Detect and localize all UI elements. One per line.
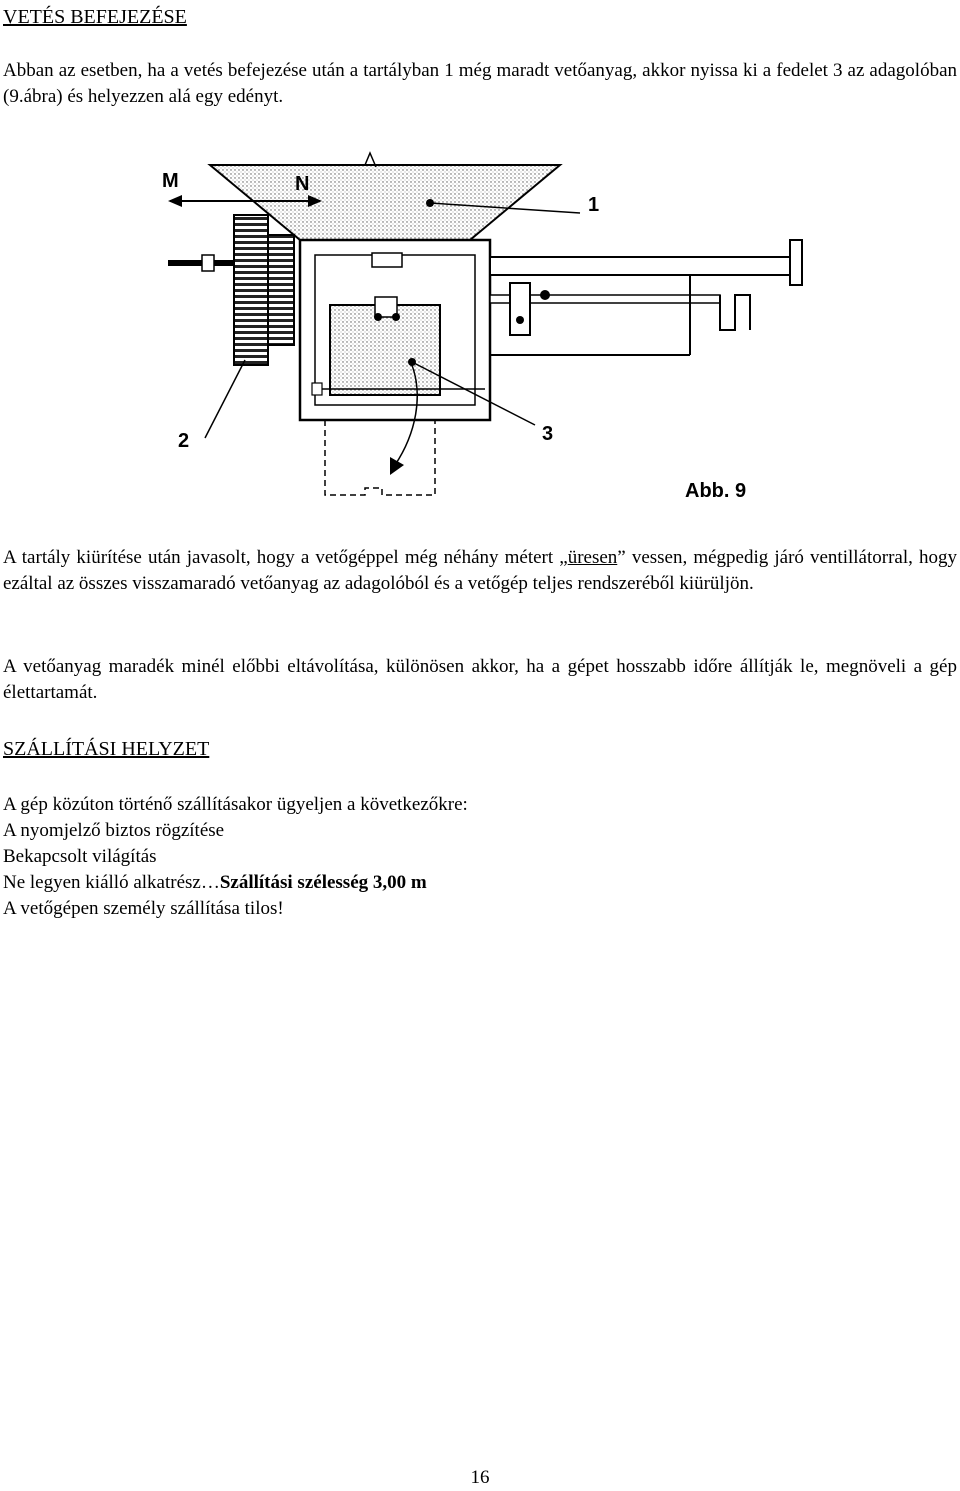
horizontal-beam bbox=[490, 257, 795, 275]
page-number: 16 bbox=[470, 1467, 490, 1488]
label-m: M bbox=[162, 170, 179, 192]
arrow-m-head bbox=[168, 195, 182, 207]
intro-text: Abban az esetben, ha a vetés befejezése után a tartályban 1 még maradt vetőanyag, akkor nyissa ki a fedelet 3 az adagolóban (9.ábra) és helyezzen alá egy edényt. bbox=[3, 60, 957, 107]
gear-small bbox=[268, 235, 294, 345]
beam-bolt bbox=[540, 290, 550, 300]
label-3: 3 bbox=[542, 423, 554, 445]
label-n: N bbox=[295, 173, 310, 195]
emptying-text-part1: A tartály kiürítése után javasolt, hogy a vetőgéppel még néhány métert „ bbox=[3, 547, 568, 568]
label-2: 2 bbox=[178, 430, 190, 452]
gear-large bbox=[234, 215, 268, 365]
transport-line-4-bold: Szállítási szélesség 3,00 m bbox=[219, 872, 427, 893]
section-heading-seeding-end: VETÉS BEFEJEZÉSE bbox=[3, 6, 187, 28]
transport-line-2: A nyomjelző biztos rögzítése bbox=[3, 820, 225, 841]
shaft-collar bbox=[202, 255, 214, 271]
adjuster-block bbox=[510, 283, 530, 335]
pointer-line-2 bbox=[205, 360, 245, 438]
flap-pivot-left bbox=[374, 313, 382, 321]
dispenser-chamber bbox=[330, 305, 440, 395]
adjuster-screw bbox=[516, 316, 524, 324]
label-1: 1 bbox=[588, 194, 600, 216]
flow-arrow-head bbox=[390, 457, 404, 475]
intro-paragraph bbox=[3, 58, 957, 110]
outlet-dashed bbox=[325, 420, 435, 495]
emptying-paragraph bbox=[3, 545, 957, 597]
emptying-text-underlined: üresen bbox=[567, 547, 618, 568]
top-clamp bbox=[372, 253, 402, 267]
section-heading-transport: SZÁLLÍTÁSI HELYZET bbox=[3, 738, 210, 760]
fork-end bbox=[720, 295, 750, 330]
transport-line-5: A vetőgépen személy szállítása tilos! bbox=[3, 898, 284, 919]
seed-drill-dispenser-diagram bbox=[150, 145, 810, 510]
maintenance-paragraph bbox=[3, 654, 957, 706]
transport-line-3: Bekapcsolt világítás bbox=[3, 846, 157, 867]
transport-line-1: A gép közúton történő szállításakor ügyeljen a következőkre: bbox=[3, 794, 468, 815]
bottom-rail-pin bbox=[312, 383, 322, 395]
figure-caption: Abb. 9 bbox=[685, 480, 747, 502]
transport-line-4 bbox=[3, 870, 957, 896]
emptying-text-part2: ” vessen, mégpedig járó ventillátorral, hogy ezáltal az összes visszamaradó vetőanyag az adagolóból és a vetőgép teljes rendszeréből kiürüljön. bbox=[3, 547, 957, 594]
maintenance-text: A vetőanyag maradék minél előbbi eltávolítása, különösen akkor, ha a gépet hosszabb időre állítják le, megnöveli a gép élettartamát. bbox=[3, 656, 957, 703]
emptying-text bbox=[3, 545, 957, 597]
beam-end-tube bbox=[790, 240, 802, 285]
flap-pivot-right bbox=[392, 313, 400, 321]
transport-line-4-normal: Ne legyen kiálló alkatrész… bbox=[3, 872, 220, 893]
transport-list bbox=[3, 792, 957, 922]
